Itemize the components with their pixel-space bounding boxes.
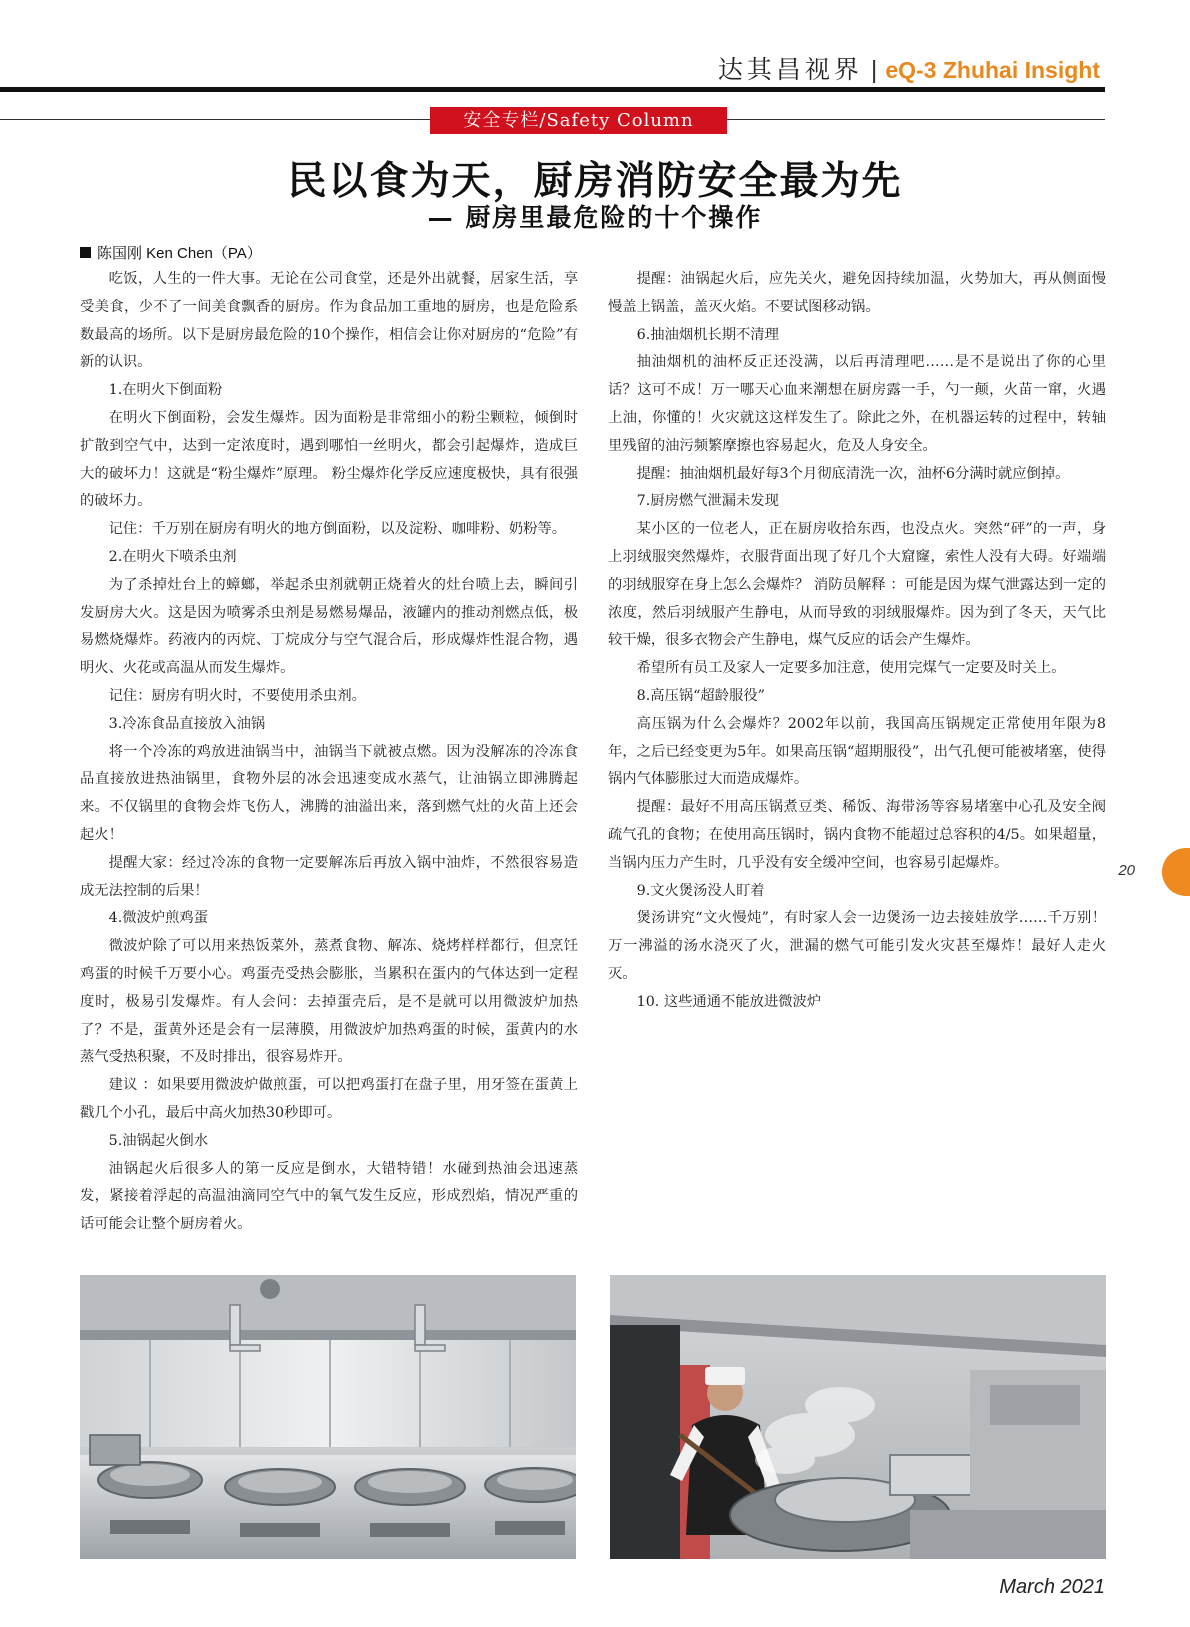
left-column — [80, 266, 578, 1239]
chef-cooking-photo — [610, 1275, 1106, 1559]
header-rule — [0, 87, 1105, 92]
byline-square-icon — [80, 247, 91, 258]
paragraph: 提醒：油锅起火后，应先关火，避免因持续加温，火势加大，再从侧面慢慢盖上锅盖，盖灭火焰。不要试图移动锅。 — [608, 271, 1106, 315]
paragraph: 提醒：最好不用高压锅煮豆类、稀饭、海带汤等容易堵塞中心孔及安全阀疏气孔的食物；在使用高压锅时，锅内食物不能超过总容积的4/5。如果超量，当锅内压力产生时，几乎没有安全缓冲空间，也容易引起爆炸。 — [608, 799, 1106, 871]
paragraph: 某小区的一位老人，正在厨房收拾东西，也没点火。突然“砰”的一声，身上羽绒服突然爆炸，衣服背面出现了好几个大窟窿，索性人没有大碍。好端端的羽绒服穿在身上怎么会爆炸？ 消防员解释 ：可能是因为煤气泄露达到一定的浓度，然后羽绒服产生静电，从而导致的羽绒服爆炸。因为到了冬天，天气比较干燥，很多衣物会产生静电，煤气反应的话会产生爆炸。 — [608, 521, 1106, 649]
page-number: 20 — [1118, 862, 1135, 879]
paragraph: 3.冷冻食品直接放入油锅 — [108, 715, 266, 732]
byline-author: 陈国刚 Ken Chen（PA） — [97, 245, 262, 262]
paragraph: 10. 这些通通不能放进微波炉 — [636, 993, 822, 1010]
issue-date: March 2021 — [999, 1576, 1105, 1598]
masthead-title-cn: 达其昌视界 — [717, 55, 863, 84]
masthead-title-en: eQ-3 Zhuhai Insight — [885, 57, 1100, 83]
paragraph: 2.在明火下喷杀虫剂 — [108, 548, 237, 565]
page-tab — [1162, 848, 1190, 896]
paragraph: 8.高压锅“超龄服役” — [636, 687, 765, 704]
paragraph: 希望所有员工及家人一定要多加注意，使用完煤气一定要及时关上。 — [636, 660, 1066, 677]
paragraph: 在明火下倒面粉，会发生爆炸。因为面粉是非常细小的粉尘颗粒，倾倒时扩散到空气中，达到一定浓度时，遇到哪怕一丝明火，都会引起爆炸，造成巨大的破坏力！这就是“粉尘爆炸”原理。 粉尘爆炸化学反应速度极快，具有很强的破坏力。 — [80, 409, 578, 510]
paragraph: 记住：厨房有明火时，不要使用杀虫剂。 — [108, 687, 366, 704]
section-tag: 安全专栏/Safety Column — [430, 107, 727, 134]
paragraph: 油锅起火后很多人的第一反应是倒水，大错特错！水碰到热油会迅速蒸发，紧接着浮起的高温油滴同空气中的氧气发生反应，形成烈焰，情况严重的话可能会让整个厨房着火。 — [80, 1160, 578, 1233]
paragraph: 微波炉除了可以用来热饭菜外，蒸煮食物、解冻、烧烤样样都行，但烹饪鸡蛋的时候千万要小心。鸡蛋壳受热会膨胀，当累积在蛋内的气体达到一定程度时，极易引发爆炸。有人会问：去掉蛋壳后，是不是就可以用微波炉加热了？不是，蛋黄外还是会有一层薄膜，用微波炉加热鸡蛋的时候，蛋黄内的水蒸气受热积聚，不及时排出，很容易炸开。 — [80, 938, 578, 1066]
paragraph: 提醒大家：经过冷冻的食物一定要解冻后再放入锅中油炸，不然很容易造成无法控制的后果！ — [80, 854, 578, 899]
paragraph: 6.抽油烟机长期不清理 — [636, 326, 779, 343]
paragraph: 为了杀掉灶台上的蟑螂，举起杀虫剂就朝正烧着火的灶台喷上去，瞬间引发厨房大火。这是因为喷雾杀虫剂是易燃易爆品，液罐内的推动剂燃点低，极易燃烧爆炸。药液内的丙烷、丁烷成分与空气混合后，形成爆炸性混合物，遇明火、火花或高温从而发生爆炸。 — [80, 576, 578, 677]
paragraph: 抽油烟机的油杯反正还没满，以后再清理吧……是不是说出了你的心里话？这可不成！万一哪天心血来潮想在厨房露一手，勺一颠，火苗一窜，火遇上油，你懂的！火灾就这这样发生了。除此之外，在机器运转的过程中，转轴里残留的油污频繁摩擦也容易起火，危及人身安全。 — [608, 354, 1106, 454]
paragraph: 记住：千万别在厨房有明火的地方倒面粉，以及淀粉、咖啡粉、奶粉等。 — [108, 521, 567, 538]
masthead — [718, 50, 1100, 86]
right-column — [608, 266, 1106, 1017]
paragraph: 4.微波炉煎鸡蛋 — [108, 910, 209, 927]
masthead-separator: | — [870, 56, 878, 84]
article-title: 民以食为天，厨房消防安全最为先 — [287, 158, 903, 204]
paragraph: 煲汤讲究“文火慢炖”，有时家人会一边煲汤一边去接娃放学……千万别！万一沸溢的汤水浇灭了火，泄漏的燃气可能引发火灾甚至爆炸！最好人走火灭。 — [608, 910, 1106, 982]
paragraph: 高压锅为什么会爆炸？2002年以前，我国高压锅规定正常使用年限为8年，之后已经变更为5年。如果高压锅“超期服役”，出气孔便可能被堵塞，使得锅内气体膨胀过大而造成爆炸。 — [608, 715, 1106, 788]
paragraph: 5.油锅起火倒水 — [108, 1132, 209, 1149]
paragraph: 1.在明火下倒面粉 — [108, 382, 223, 399]
paragraph: 提醒：抽油烟机最好每3个月彻底清洗一次，油杯6分满时就应倒掉。 — [636, 465, 1070, 482]
paragraph: 建议 ：如果要用微波炉做煎蛋，可以把鸡蛋打在盘子里，用牙签在蛋黄上戳几个小孔，最后中高火加热30秒即可。 — [80, 1077, 578, 1121]
paragraph: 吃饭，人生的一件大事。无论在公司食堂，还是外出就餐，居家生活，享受美食，少不了一间美食飘香的厨房。作为食品加工重地的厨房，也是危险系数最高的场所。以下是厨房最危险的10个操作，相信会让你对厨房的“危险”有新的认识。 — [80, 271, 578, 371]
article-subtitle: — 厨房里最危险的十个操作 — [427, 203, 763, 232]
paragraph: 7.厨房燃气泄漏未发现 — [636, 493, 779, 510]
paragraph: 9.文火煲汤没人盯着 — [636, 882, 765, 899]
kitchen-stoves-photo — [80, 1275, 576, 1559]
byline — [80, 242, 262, 263]
paragraph: 将一个冷冻的鸡放进油锅当中，油锅当下就被点燃。因为没解冻的冷冻食品直接放进热油锅里，食物外层的冰会迅速变成水蒸气，让油锅立即沸腾起来。不仅锅里的食物会炸飞伤人，沸腾的油溢出来，落到燃气灶的火苗上还会起火！ — [80, 743, 578, 843]
